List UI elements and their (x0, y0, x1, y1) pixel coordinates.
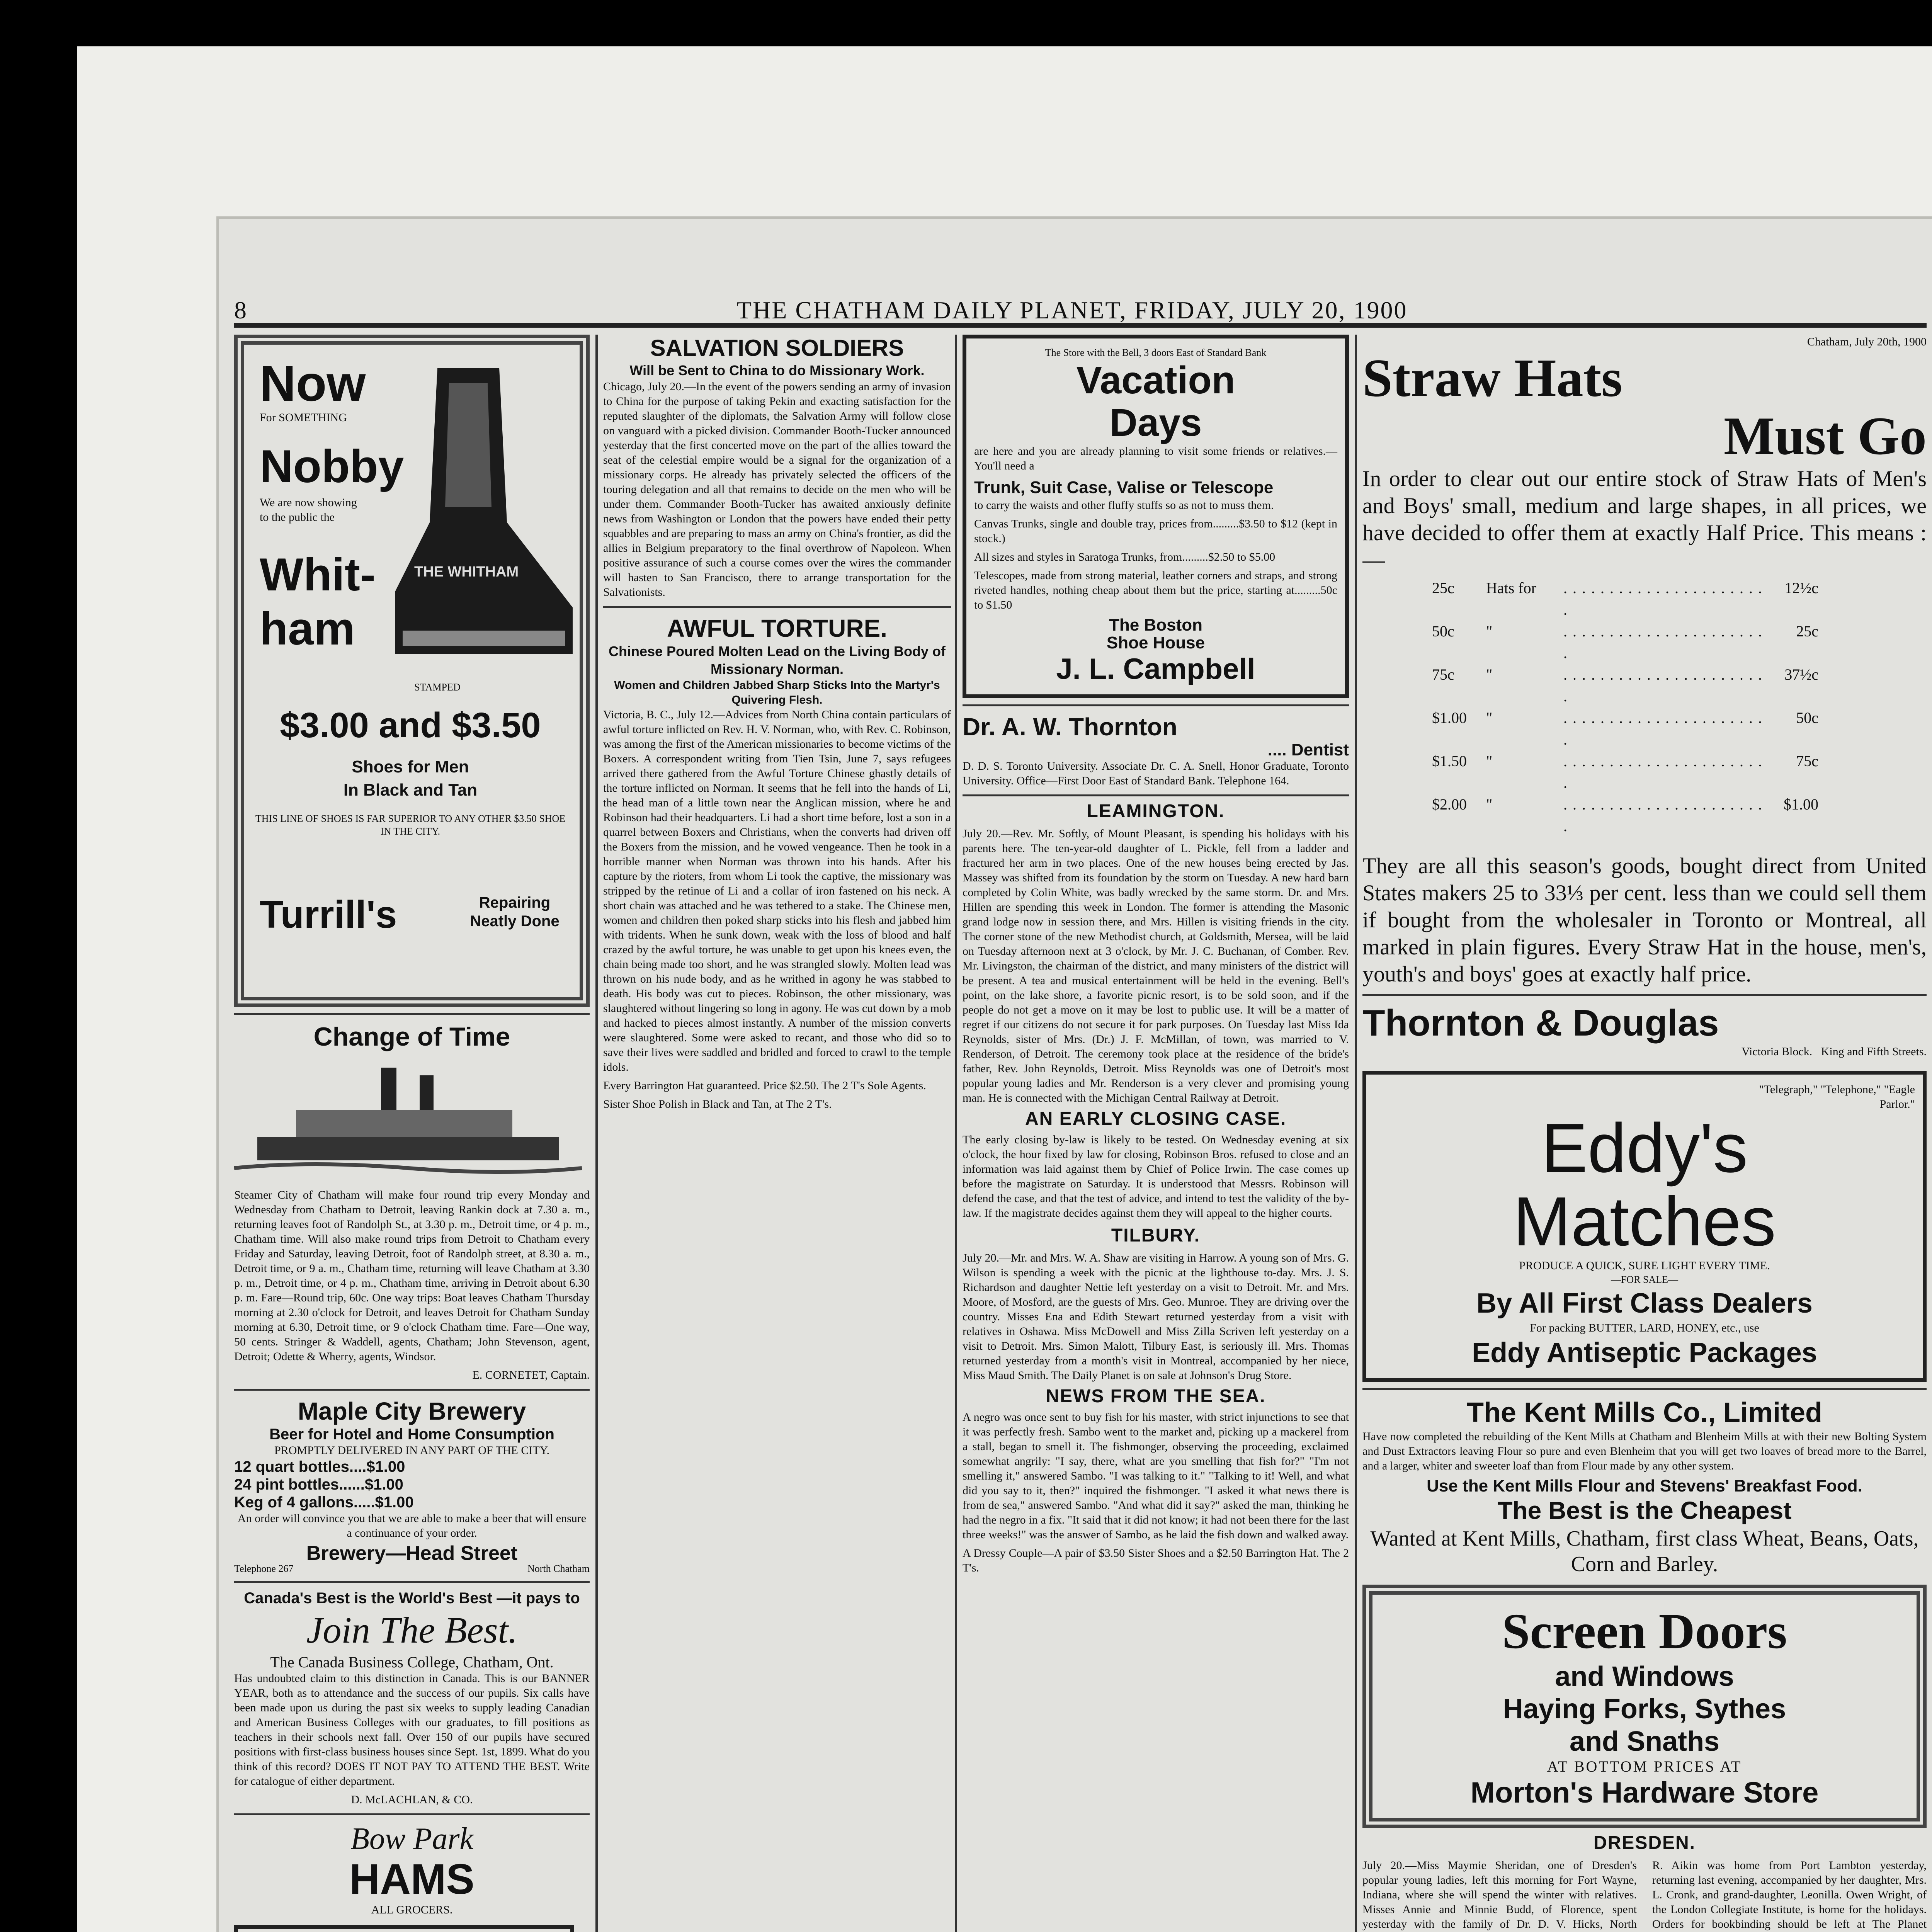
eddy-sub: PRODUCE A QUICK, SURE LIGHT EVERY TIME. (1519, 1259, 1770, 1272)
polish-notice: Sister Shoe Polish in Black and Tan, at The 2 T's. (603, 1098, 832, 1111)
ad-black-and-tan: In Black and Tan (343, 781, 478, 799)
news-from-sea-text: A negro was once sent to buy fish for his master, with strict injunctions to see that it was perfectly fresh. Sambo went to the market and, picking up a mackerel from a stall, began to smell it. The fishmonger, observing the proceeding, exclaimed somewhat angrily: "I say, there, what are you smelling that fish for?" "I'm not smelling it," answered Sambo. "I was talking to it." "Talking to it! Well, and what did you say to it, then?" inquired the fishmonger. "I asked it what news there is from de sea," answered Sambo. "And what did it say?" asked the man, thinking he had the negro in a fix. "It said that it did not know; it had not been there for the last three weeks!" was the answer of Sambo, as he laid the fish down and walked away. (963, 1411, 1349, 1541)
college-name: The Canada Business College, Chatham, Ont. (270, 1653, 554, 1671)
change-of-time-text: Steamer City of Chatham will make four round trip every Monday and Wednesday from Chatham to Detroit, leaving Rankin dock at 7.30 a. m., returning leaves foot of Randolph St., at 3.30 p. m., Detroit time, or 4 p. m., Chatham time. Will also make round trips from Detroit to Chatham every Friday and Saturday, leaving Detroit, foot of Randolph street, at 8.30 a. m., Detroit time, or 9 a. m., Chatham time, returning will leave Chatham at 3.30 p. m., Detroit time, or 4 p. m., Chatham time, arriving in Detroit about 6.30 p. m. Fare—Round trip, 60c. One way trips: Boat leaves Chatham Thursday morning at 2.30 o'clock for Detroit, and leaves Detroit for Chatham Sunday morning at 6.30, Detroit time, or 9 o'clock Chatham time. Fare—One way, 50 cents. Stringer & Waddell, agents, Chatham; John Stevenson, agent, Detroit; Odette & Wherry, agents, Windsor. (234, 1189, 590, 1363)
price-label: " (1486, 666, 1493, 683)
thornton-douglas-address (1362, 1044, 1927, 1059)
dateline: Chatham, July 20th, 1900 (1807, 335, 1927, 348)
thornton-dentist-sub: .... Dentist (1267, 740, 1349, 759)
divider (234, 1013, 590, 1015)
vacation-days-ad (963, 335, 1349, 698)
vacation-head-2: Days (1109, 401, 1202, 444)
price-sale: 50c (1796, 709, 1818, 726)
brewery-location: North Chatham (527, 1563, 590, 1574)
divider (963, 704, 1349, 706)
price-leader-dots: . . . . . . . . . . . . . . . . . . . . . . . (1563, 666, 1763, 705)
price-leader-dots: . . . . . . . . . . . . . . . . . . . . . . . (1563, 622, 1763, 662)
price-original: $1.00 (1432, 709, 1467, 726)
price-original: 75c (1432, 666, 1454, 683)
steamer-illustration (234, 1052, 582, 1184)
divider (234, 1389, 590, 1391)
ad-repairing: Repairing Neatly Done (470, 894, 560, 930)
salvation-sub: Will be Sent to China to do Missionary Work. (629, 362, 925, 378)
brewery-head: Maple City Brewery (298, 1397, 526, 1425)
ad-now: Now (260, 355, 366, 412)
eddys-matches-ad (1362, 1071, 1927, 1382)
price-original: 25c (1432, 579, 1454, 597)
newspaper-page (216, 216, 1932, 1932)
dresden-text: July 20.—Miss Maymie Sheridan, one of Dresden's popular young ladies, left this morning for Fort Wayne, Indiana, where she will spend the winter with relatives. Misses Annie and Minnie Budd, of Florence, spent yesterday with the family of Dr. D. V. Hicks, North R. Aikin was home from Port Lambton yesterday, returning last evening, accompanied by her daughter, Mrs. L. Cronk, and grand-daughter, Leonilla. Owen Wright, of the London Collegiate Institute, is home for the holidays. Orders for bookbinding should be left at The Planet (1362, 1859, 1927, 1930)
ad-showing: We are now showing to the public the (260, 496, 357, 524)
dresden-head: DRESDEN. (1593, 1833, 1696, 1853)
change-of-time-sig: E. CORNETET, Captain. (472, 1369, 590, 1381)
column-2 (603, 335, 951, 1932)
price-label: " (1486, 796, 1493, 813)
torture-sub-1: Chinese Poured Molten Lead on the Living Body of Missionary Norman. (608, 643, 946, 677)
vacation-line-2: All sizes and styles in Saratoga Trunks, from.........$2.50 to $5.00 (974, 551, 1276, 563)
eddy-packing: For packing BUTTER, LARD, HONEY, etc., use (1530, 1321, 1759, 1334)
eddy-dealers: By All First Class Dealers (1476, 1288, 1813, 1319)
straw-hats-text-2: They are all this season's goods, bought direct from United States makers 25 to 33⅓ per cent. less than we could sell them if bought from the wholesaler in Toronto or Montreal, all marked in plain figures. Every Straw Hat in the house, men's, youth's and boys' goes at exactly half price. (1362, 853, 1927, 986)
screen-line-2: Haying Forks, Sythes (1503, 1694, 1786, 1725)
eddy-tags: "Telegraph," "Telephone," "Eagle Parlor." (1759, 1083, 1915, 1111)
address-block: Victoria Block. (1742, 1045, 1813, 1058)
price-row (1432, 664, 1818, 707)
torture-text: Victoria, B. C., July 12.—Advices from North China contain particulars of awful torture inflicted on Rev. H. V. Norman, who, with Rev. C. Robinson, was among the first of the American missionaries to become victims of the Boxers. A correspondent writing from Tien Tsin, June 7, says refugees arrived there gathered from the Awful Torture Chinese ghastly details of the torture inflicted on Norman. It seems that he fell into the hands of Li, the head man of a little town near the Anglican mission, where he and Robinson had their headquarters. Li had a short time before, lost a son in a quarrel between Boxers and Christians, when the converts had driven off the Boxers from the mission, and he vowed vengeance. Then he took in a horrible manner when Norman was thrown into his hands. After his capture by the rioters, from whom Li took the captive, the missionary was stripped by the retinue of Li and a collar of iron fastened on his neck. A short chain was attached and he was tethered to a stake. The Chinese men, women and children then poked sharp sticks into his flesh and jabbed him with tridents. When he sunk down, weak with the loss of blood and half crazed by the awful torture, he was unable to get upon his knees even, the chain being made too short, and he was strangled slowly. Molten lead was thrown on his nude body, and as he writhed in agony he was stabbed to death. His body was cut to pieces. Robinson, the other missionary, was slaughtered without lingering so long in agony. He was cut down by a mob and hacked to pieces almost instantly. A number of the mission converts were slaughtered. Some were asked to recant, and those who did so to save their lives were saddled and bridled and forced to crawl to the temple idols. (603, 708, 951, 1073)
ad-for-something: For SOMETHING (260, 411, 347, 424)
kent-mills-wanted: Wanted at Kent Mills, Chatham, first class Wheat, Beans, Oats, Corn and Barley. (1370, 1527, 1919, 1576)
page-number: 8 (234, 296, 248, 324)
vacation-text-2: to carry the waists and other fluffy stuffs so as not to muss them. (974, 499, 1274, 512)
vacation-text-1: are here and you are already planning to visit some friends or relatives.—You'll need a (974, 445, 1337, 472)
brewery-note: An order will convince you that we are able to make a beer that will ensure a continuance of your order. (237, 1512, 587, 1539)
kent-mills-best: The Best is the Cheapest (1497, 1497, 1792, 1524)
price-label: " (1486, 622, 1493, 640)
price-label: " (1486, 752, 1493, 770)
hams-head: HAMS (349, 1855, 474, 1903)
column-4 (1362, 335, 1927, 1932)
brewery-rate-1: 12 quart bottles....$1.00 (234, 1458, 405, 1475)
fleming-ad (234, 1925, 574, 1932)
leamington-head: LEAMINGTON. (1087, 801, 1225, 821)
torture-sub-2: Women and Children Jabbed Sharp Sticks Into the Martyr's Quivering Flesh. (614, 679, 940, 706)
masthead-title: THE CHATHAM DAILY PLANET, FRIDAY, JULY 20, 1900 (736, 296, 1408, 324)
hams-brand: Bow Park (350, 1822, 473, 1856)
thornton-douglas-head: Thornton & Douglas (1362, 1002, 1719, 1044)
masthead (234, 296, 1927, 328)
price-leader-dots: . . . . . . . . . . . . . . . . . . . . . . . (1563, 579, 1763, 618)
price-leader-dots: . . . . . . . . . . . . . . . . . . . . . . . (1563, 709, 1763, 748)
divider (1362, 994, 1927, 996)
news-from-sea-head: NEWS FROM THE SEA. (1046, 1386, 1266, 1406)
brewery-delivery: PROMPTLY DELIVERED IN ANY PART OF THE CITY. (274, 1444, 549, 1457)
divider (234, 1581, 590, 1583)
vacation-top: The Store with the Bell, 3 doors East of Standard Bank (1045, 347, 1267, 358)
eddy-head-2: Matches (1513, 1183, 1776, 1260)
address-streets: King and Fifth Streets. (1821, 1045, 1927, 1058)
shoe-illustration (372, 360, 580, 677)
vacation-owner: J. L. Campbell (1056, 653, 1255, 685)
ad-store-turrills: Turrill's (260, 893, 397, 936)
brewery-foot: Brewery—Head Street (306, 1542, 518, 1565)
dressy-couple-notice: A Dressy Couple—A pair of $3.50 Sister Shoes and a $2.50 Barrington Hat. The 2 T's. (963, 1547, 1349, 1574)
price-leader-dots: . . . . . . . . . . . . . . . . . . . . . . . (1563, 752, 1763, 791)
column-1 (234, 335, 590, 1932)
salvation-text: Chicago, July 20.—In the event of the powers sending an army of invasion to China for the purpose of taking Pekin and exacting satisfaction for the reputed slaughter of the diplomats, the Salvation Army will follow close on vanguard with a picked division. Commander Booth-Tucker announced yesterday that the first concerted move on the part of the allies toward the seat of the celestial empire would be a signal for the organization of a missionary corps. He already has privately selected the officers of the touring delegation and all that remains to decide on the men who will be under them. Commander Booth-Tucker has awaited anxiously definite news from Washington or London that the powers have ended their petty squabbles and are preparing to mass an army on China's frontier, as did the allies in Belgium preparatory to the final overthrow of Napoleon. When positive assurance of such a course comes over the wires the commander will hasten to San Francisco, there to arrange transportation for the Salvationists. (603, 380, 951, 599)
thornton-dentist-head: Dr. A. W. Thornton (963, 713, 1177, 741)
ad-stamped: STAMPED (414, 682, 461, 693)
torture-head: AWFUL TORTURE. (667, 614, 888, 642)
college-head: Canada's Best is the World's Best —it pays to (244, 1590, 580, 1607)
price-row (1432, 794, 1818, 837)
leamington-text: July 20.—Rev. Mr. Softly, of Mount Pleasant, is spending his holidays with his parents here. The ten-year-old daughter of L. Pickle, fell from a ladder and fractured her arm in two places. One of the new houses being erected by Jas. Massey was shifted from its foundation by the storm on Tuesday. A new hard barn completed by Colin White, was badly wrecked by the same storm. Dr. and Mrs. Hillen are spending this week in London. The former is attending the Masonic grand lodge now in session there, and Mrs. Hillen is visiting friends in the city. The corner stone of the new Methodist church, at Goldsmith, Mersea, will be laid on Tuesday afternoon next at 3 o'clock, by Mr. J. C. Buchanan, of Comber. Rev. Mr. Livingston, the chairman of the district, and many ministers of the district will be present. A tea and musical entertainment will be held in the evening. Bell's point, on the lake shore, a favorite picnic resort, is to be sold soon, and if the people do not get a move on it may be lost to public use. It will be a matter of regret if our citizens do not secure it for park purposes. On Tuesday last Miss Ida Reynolds, sister of Mrs. (Dr.) J. F. McMillan, of town, was married to V. Renderson, of Detroit. The ceremony took place at the residence of the bride's father, Rev. John Reynolds, Detroit. Miss Reynolds was one of Detroit's most popular young ladies and Mr. Renderson is a very clever and promising young man. He is connected with the Michigan Central Railway at Detroit. (963, 827, 1349, 1104)
screen-doors-ad (1362, 1585, 1927, 1828)
hams-sub: ALL GROCERS. (371, 1903, 453, 1916)
screen-line-3: and Snaths (1569, 1726, 1720, 1757)
price-sale: 25c (1796, 622, 1818, 640)
college-sig: D. McLACHLAN, & CO. (351, 1793, 473, 1806)
kent-mills-head: The Kent Mills Co., Limited (1466, 1397, 1823, 1428)
price-leader-dots: . . . . . . . . . . . . . . . . . . . . . . . (1563, 796, 1763, 835)
early-closing-head: AN EARLY CLOSING CASE. (1025, 1109, 1287, 1129)
vacation-item: Trunk, Suit Case, Valise or Telescope (974, 478, 1274, 497)
vacation-line-1: Canvas Trunks, single and double tray, prices from.........$3.50 to $12 (kept in stock.) (974, 517, 1337, 545)
column-rule (595, 335, 598, 1932)
price-list (1432, 577, 1818, 837)
vacation-store-2: Shoe House (1106, 633, 1205, 652)
price-label: " (1486, 709, 1493, 726)
salvation-head: SALVATION SOLDIERS (650, 335, 904, 361)
screen-line-4: AT BOTTOM PRICES AT (1547, 1758, 1742, 1775)
column-rule (955, 335, 957, 1932)
straw-hats-text: In order to clear out our entire stock of Straw Hats of Men's and Boys' small, medium and large shapes, in all prices, we have decided to offer them at exactly Half Price. This means :— (1362, 466, 1927, 572)
whitham-shoe-ad (234, 335, 590, 1007)
college-logo: Join The Best. (306, 1609, 518, 1651)
column-rule (1355, 335, 1357, 1932)
ad-price: $3.00 and $3.50 (280, 706, 541, 745)
eddy-packages: Eddy Antiseptic Packages (1472, 1337, 1817, 1368)
vacation-line-3: Telescopes, made from strong material, leather corners and straps, and strong riveted handles, nothing cheap about them but the price, starting at.........50c to $1.50 (974, 569, 1337, 611)
price-row (1432, 750, 1818, 794)
price-original: 50c (1432, 622, 1454, 640)
price-sale: 37½c (1784, 666, 1818, 683)
college-text: Has undoubted claim to this distinction in Canada. This is our BANNER YEAR, both as to attendance and the success of our pupils. Six calls have been made upon us during the past six weeks to supply leading Canadian and American Business Colleges with our graduates, to fill positions as teachers in their schools next fall. Over 150 of our pupils have secured positions with first-class business houses since Sept. 1st, 1899. What do you think of this record? DOES IT NOT PAY TO ATTEND THE BEST. Write for catalogue of either department. (234, 1672, 590, 1787)
price-row (1432, 577, 1818, 621)
ad-shoes-for-men: Shoes for Men (352, 757, 469, 776)
kent-mills-use: Use the Kent Mills Flour and Stevens' Breakfast Food. (1427, 1476, 1862, 1495)
price-sale: 75c (1796, 752, 1818, 770)
brewery-sub: Beer for Hotel and Home Consumption (269, 1426, 554, 1443)
straw-hats-head: Straw Hats (1362, 348, 1622, 408)
ad-claim: THIS LINE OF SHOES IS FAR SUPERIOR TO ANY OTHER $3.50 SHOE IN THE CITY. (255, 813, 566, 837)
hat-notice: Every Barrington Hat guaranteed. Price $2.50. The 2 T's Sole Agents. (603, 1079, 926, 1092)
price-row (1432, 621, 1818, 664)
price-label: Hats for (1486, 579, 1536, 597)
price-sale: 12½c (1784, 579, 1818, 597)
change-of-time-head: Change of Time (313, 1022, 510, 1051)
price-row (1432, 707, 1818, 750)
divider (1362, 1388, 1927, 1390)
brewery-rate-2: 24 pint bottles......$1.00 (234, 1476, 403, 1493)
shoe-brand-label: THE WHITHAM (414, 564, 519, 580)
brewery-telephone: Telephone 267 (234, 1563, 294, 1574)
early-closing-text: The early closing by-law is likely to be tested. On Wednesday evening at six o'clock, the hour fixed by law for closing, Robinson Bros. refused to close and an information was laid against them by Chief of Police Irwin. The case comes up before the magistrate on Saturday. It is understood that Messrs. Robinson will defend the case, and that the test of advice, and intend to test the validity of the by-law. If the magistrate decides against them they will appeal to the higher courts. (963, 1133, 1349, 1219)
eddy-for-sale: —FOR SALE— (1611, 1274, 1679, 1285)
ad-nobby: Nobby (260, 440, 404, 492)
ad-whit: Whit- (260, 549, 376, 600)
price-sale: $1.00 (1784, 796, 1818, 813)
kent-mills-text: Have now completed the rebuilding of the Kent Mills at Chatham and Blenheim Mills at with their new Bolting System and Dust Extractors leaving Flour so pure and even Blenheim that you will get two loaves of bread more to the Barrel, and a larger, whiter and sweeter loaf than from Flour made by any other system. (1362, 1430, 1927, 1472)
eddy-head-1: Eddy's (1541, 1109, 1748, 1187)
price-original: $1.50 (1432, 752, 1467, 770)
tilbury-head: TILBURY. (1111, 1225, 1201, 1246)
thornton-dentist-text: D. D. S. Toronto University. Associate Dr. C. A. Snell, Honor Graduate, Toronto University. Office—First Door East of Standard Bank. Telephone 164. (963, 760, 1349, 787)
tilbury-text: July 20.—Mr. and Mrs. W. A. Shaw are visiting in Harrow. A young son of Mrs. G. Wilson is spending a week with the picnic at the lighthouse to-day. Mrs. J. S. Richardson and daughter Nettie left yesterday on a visit to Detroit. Mr. and Mrs. Moore, of Mosford, are the guests of Mrs. Geo. Munroe. They are driving over the country. Misses Ena and Edith Stewart returned yesterday from a visit with relatives in Oshawa. Miss McDowell and Miss Zilla Scriven left yesterday on a visit to Detroit. Mrs. Simon Malott, Tilbury East, is seriously ill. Mrs. Thomas returned yesterday from a month's visit in Montreal, accompanied by her niece, Miss Maud Smith. The Daily Planet is on sale at Johnson's Drug Store. (963, 1252, 1349, 1382)
vacation-head-1: Vacation (1076, 359, 1235, 402)
divider (603, 606, 951, 608)
screen-line-1: and Windows (1555, 1661, 1734, 1692)
must-go-head: Must Go (1724, 406, 1927, 466)
vacation-store-1: The Boston (1109, 616, 1202, 634)
price-original: $2.00 (1432, 796, 1467, 813)
ad-ham: ham (260, 603, 355, 655)
screen-store: Morton's Hardware Store (1470, 1776, 1819, 1809)
column-3 (963, 335, 1349, 1932)
screen-doors-head: Screen Doors (1502, 1604, 1787, 1659)
divider (963, 794, 1349, 796)
brewery-rate-3: Keg of 4 gallons.....$1.00 (234, 1494, 414, 1511)
divider (234, 1813, 590, 1815)
